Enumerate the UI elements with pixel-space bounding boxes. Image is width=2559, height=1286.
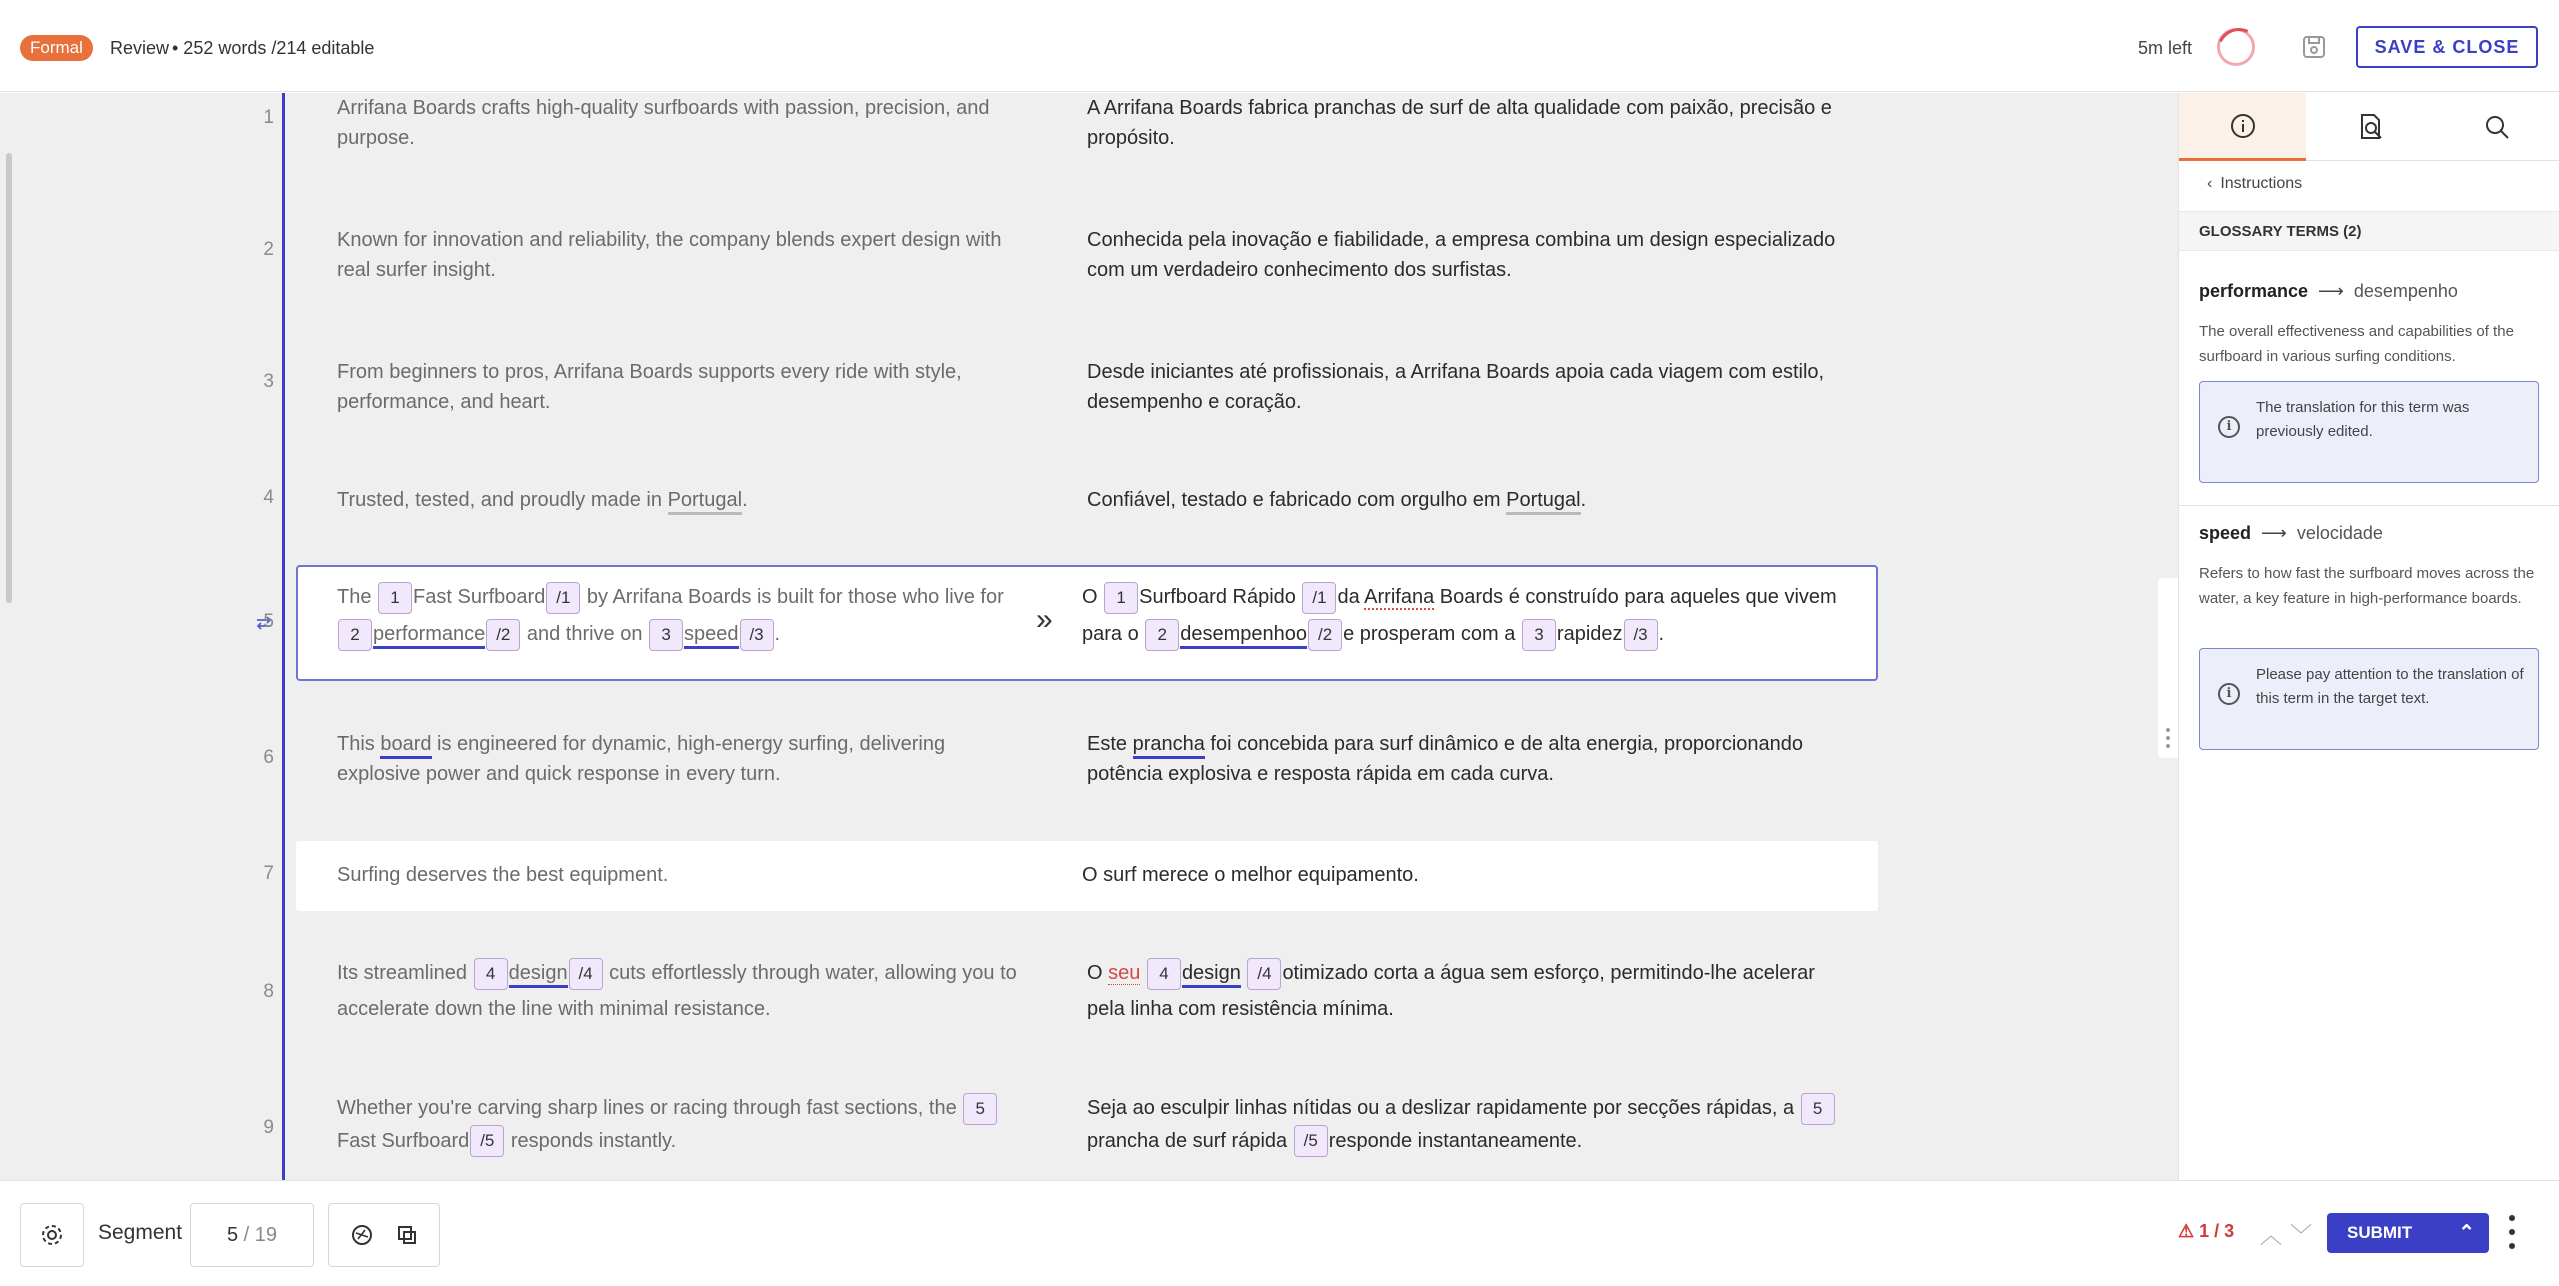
error-counter[interactable] bbox=[2178, 1221, 2234, 1242]
text: O bbox=[1087, 962, 1103, 984]
info-icon: i bbox=[2218, 683, 2240, 705]
top-bar bbox=[0, 0, 2559, 92]
text: e prosperam com a bbox=[1343, 623, 1516, 645]
source-text bbox=[337, 485, 1017, 515]
search-icon bbox=[2483, 113, 2511, 141]
bottom-bar bbox=[0, 1180, 2559, 1286]
locked-term: Portugal bbox=[668, 489, 743, 515]
segment-number: 7 bbox=[263, 863, 274, 884]
source-text: Surfing deserves the best equipment. bbox=[337, 864, 669, 886]
segment-number: 6 bbox=[263, 747, 274, 768]
tag-open[interactable]: 2 bbox=[1145, 619, 1179, 651]
text: Trusted, tested, and proudly made in bbox=[337, 489, 668, 511]
text: is engineered for dynamic, high-energy surfing, delivering explosive power and quick response in every turn. bbox=[337, 733, 946, 785]
back-label: Instructions bbox=[2220, 175, 2303, 192]
source-text: Known for innovation and reliability, the company blends expert design with real surfer insight. bbox=[337, 229, 1002, 281]
tag-close[interactable]: /2 bbox=[486, 619, 520, 651]
tag-close[interactable]: /3 bbox=[740, 619, 774, 651]
tab-info[interactable] bbox=[2179, 93, 2306, 161]
tag-close[interactable]: /1 bbox=[546, 582, 580, 614]
tag-open[interactable]: 4 bbox=[1147, 958, 1181, 990]
text: da bbox=[1337, 586, 1360, 608]
word-count: • 252 words /214 editable bbox=[172, 38, 375, 58]
text: responds instantly. bbox=[510, 1129, 677, 1152]
term-source: performance bbox=[2199, 281, 2309, 301]
segment-input[interactable] bbox=[190, 1203, 314, 1267]
editor-area bbox=[0, 93, 2178, 1180]
target-text[interactable]: Conhecida pela inovação e fiabilidade, a empresa combina um design especializado com um verdadeiro conhecimento dos surfistas. bbox=[1087, 229, 1836, 281]
progress-line bbox=[282, 93, 285, 1180]
formal-badge: Formal bbox=[20, 35, 93, 61]
text: Boards é construído para aqueles que vivem para o bbox=[1082, 586, 1837, 645]
chevron-left-icon: ‹ bbox=[2207, 175, 2213, 192]
tag-close[interactable]: /5 bbox=[1294, 1125, 1328, 1157]
timer-ring-icon bbox=[2217, 28, 2255, 66]
glossary-term[interactable]: prancha bbox=[1133, 733, 1205, 759]
text: responde instantaneamente. bbox=[1328, 1129, 1583, 1152]
info-icon bbox=[2229, 112, 2257, 140]
gear-icon bbox=[40, 1223, 64, 1247]
text: Seja ao esculpir linhas nítidas ou a deslizar rapidamente por secções rápidas, a bbox=[1087, 1097, 1795, 1119]
spelling-flag[interactable]: Arrifana bbox=[1364, 586, 1435, 608]
text: Confiável, testado e fabricado com orgulho em bbox=[1087, 489, 1507, 511]
target-text[interactable]: O surf merece o melhor equipamento. bbox=[1082, 864, 1419, 886]
save-icon[interactable] bbox=[2300, 33, 2328, 61]
mode-label: Review bbox=[110, 38, 170, 58]
chevron-up-icon[interactable]: ︿ bbox=[2260, 1223, 2283, 1248]
source-text bbox=[337, 1092, 1017, 1157]
glossary-term[interactable]: design bbox=[509, 962, 568, 988]
glossary-term[interactable]: board bbox=[380, 733, 431, 759]
note-text: The translation for this term was previously edited. bbox=[2256, 399, 2470, 440]
glossary-header: GLOSSARY TERMS (2) bbox=[2179, 211, 2559, 251]
text: Surfboard Rápido bbox=[1139, 586, 1296, 608]
text: Fast Surfboard bbox=[337, 1129, 470, 1152]
text: Fast Surfboard bbox=[413, 586, 546, 608]
target-text[interactable]: Desde iniciantes até profissionais, a Arrifana Boards apoia cada viagem com estilo, desempenho e coração. bbox=[1087, 361, 1825, 413]
text: cuts effortlessly through water, allowing you to accelerate down the line with minimal resistance. bbox=[337, 962, 1017, 1020]
tag-close[interactable]: /2 bbox=[1308, 619, 1342, 651]
tag-open[interactable]: 5 bbox=[963, 1093, 997, 1125]
segment-number: 9 bbox=[263, 1117, 274, 1138]
tab-search[interactable] bbox=[2433, 93, 2559, 161]
text: otimizado corta a água sem esforço, permitindo-lhe acelerar pela linha com resistência mínima. bbox=[1087, 962, 1815, 1020]
tag-open[interactable]: 1 bbox=[378, 582, 412, 614]
text: O bbox=[1082, 586, 1098, 608]
save-close-button[interactable]: SAVE & CLOSE bbox=[2356, 26, 2538, 68]
segment-number: 4 bbox=[263, 487, 274, 508]
copy-source-icon[interactable]: » bbox=[1036, 603, 1053, 636]
text: and thrive on bbox=[526, 623, 643, 645]
text: prancha de surf rápida bbox=[1087, 1129, 1288, 1152]
warning-icon: ⚠ bbox=[2178, 1221, 2195, 1241]
tag-open[interactable]: 3 bbox=[1522, 619, 1556, 651]
segment-number: 5 bbox=[263, 611, 274, 632]
chevron-down-icon[interactable]: ﹀ bbox=[2290, 1223, 2313, 1248]
tag-open[interactable]: 2 bbox=[338, 619, 372, 651]
tag-close[interactable]: /4 bbox=[569, 958, 603, 990]
glossary-term[interactable]: performance bbox=[373, 623, 485, 649]
locked-term: Portugal bbox=[1506, 489, 1581, 515]
term-description: Refers to how fast the surfboard moves across the water, a key feature in high-performance boards. bbox=[2199, 565, 2535, 607]
note-text: Please pay attention to the translation of this term in the target text. bbox=[2256, 666, 2524, 707]
text: Este bbox=[1087, 733, 1133, 755]
submit-label: SUBMIT bbox=[2347, 1223, 2413, 1242]
chevron-up-icon[interactable]: ⌃ bbox=[2458, 1222, 2475, 1244]
glossary-term[interactable]: speed bbox=[684, 623, 739, 649]
glossary-term[interactable]: design bbox=[1182, 962, 1241, 988]
tag-close[interactable]: /4 bbox=[1247, 958, 1281, 990]
tools-group bbox=[328, 1203, 440, 1267]
text: foi concebida para surf dinâmico e de alta energia, proporcionando potência explosiva e resposta rápida em cada curva. bbox=[1087, 733, 1804, 785]
source-text bbox=[337, 729, 1017, 789]
time-left: 5m left bbox=[2138, 38, 2193, 58]
divider bbox=[2179, 505, 2559, 506]
segment-total: / 19 bbox=[243, 1224, 278, 1246]
segment-number: 1 bbox=[263, 107, 274, 128]
side-panel bbox=[2178, 93, 2559, 1180]
document-search-icon bbox=[2355, 112, 2385, 142]
tag-open[interactable]: 1 bbox=[1104, 582, 1138, 614]
text: The bbox=[337, 586, 372, 608]
tag-close[interactable]: /3 bbox=[1624, 619, 1658, 651]
segment-number: 3 bbox=[263, 371, 274, 392]
text: . bbox=[1658, 623, 1665, 645]
text: by Arrifana Boards is built for those who live for bbox=[586, 586, 1004, 608]
tag-open[interactable]: 3 bbox=[649, 619, 683, 651]
source-text bbox=[337, 579, 1017, 653]
target-text[interactable]: A Arrifana Boards fabrica pranchas de surf de alta qualidade com paixão, precisão e propósito. bbox=[1087, 97, 1832, 149]
target-text[interactable] bbox=[1087, 955, 1847, 1027]
text: . bbox=[774, 623, 781, 645]
tag-close[interactable]: /1 bbox=[1302, 582, 1336, 614]
term-description: The overall effectiveness and capabilities of the surfboard in various surfing conditions. bbox=[2199, 323, 2514, 365]
target-text[interactable] bbox=[1082, 579, 1862, 653]
settings-button[interactable] bbox=[20, 1203, 84, 1267]
more-options-icon[interactable] bbox=[2509, 1215, 2515, 1249]
source-text: Arrifana Boards crafts high-quality surfboards with passion, precision, and purpose. bbox=[337, 97, 990, 149]
text: . bbox=[742, 489, 748, 511]
arrow-right-icon: ⟶ bbox=[2318, 281, 2344, 301]
segment-number: 8 bbox=[263, 981, 274, 1002]
term-target: desempenho bbox=[2353, 281, 2458, 301]
term-target: velocidade bbox=[2296, 523, 2383, 543]
text: This bbox=[337, 733, 381, 755]
arrow-right-icon: ⟶ bbox=[2261, 523, 2287, 543]
source-text bbox=[337, 955, 1017, 1027]
target-text[interactable] bbox=[1087, 729, 1847, 789]
info-icon: i bbox=[2218, 416, 2240, 438]
text: Its streamlined bbox=[337, 962, 468, 984]
back-link[interactable] bbox=[2207, 175, 2302, 193]
source-text: From beginners to pros, Arrifana Boards supports every ride with style, performance, and heart. bbox=[337, 361, 962, 413]
panel-resize-handle[interactable] bbox=[2158, 578, 2178, 758]
term-source: speed bbox=[2199, 523, 2252, 543]
submit-button[interactable] bbox=[2327, 1213, 2489, 1253]
tab-document-search[interactable] bbox=[2306, 93, 2433, 161]
scrollbar[interactable] bbox=[6, 153, 12, 603]
panel-tabs bbox=[2179, 93, 2559, 161]
term-note bbox=[2199, 381, 2539, 483]
palette-icon[interactable] bbox=[350, 1223, 374, 1247]
glossary-term-entry bbox=[2199, 281, 2458, 302]
copy-icon[interactable] bbox=[395, 1223, 419, 1247]
segment-number: 2 bbox=[263, 239, 274, 260]
tag-open[interactable]: 5 bbox=[1801, 1093, 1835, 1125]
text: Whether you're carving sharp lines or racing through fast sections, the bbox=[337, 1097, 957, 1119]
tag-open[interactable]: 4 bbox=[474, 958, 508, 990]
term-note bbox=[2199, 648, 2539, 750]
target-text[interactable] bbox=[1087, 1092, 1847, 1157]
text: . bbox=[1580, 489, 1587, 511]
glossary-term-entry bbox=[2199, 523, 2383, 544]
error-count: 1 / 3 bbox=[2199, 1221, 2235, 1241]
segment-current: 5 bbox=[226, 1224, 239, 1246]
error-flag[interactable]: seu bbox=[1108, 962, 1141, 984]
glossary-term[interactable]: desempenhoo bbox=[1180, 623, 1307, 649]
tag-close[interactable]: /5 bbox=[470, 1125, 504, 1157]
target-text[interactable] bbox=[1087, 485, 1847, 515]
text: rapidez bbox=[1556, 623, 1623, 645]
segment-label: Segment bbox=[98, 1221, 183, 1244]
